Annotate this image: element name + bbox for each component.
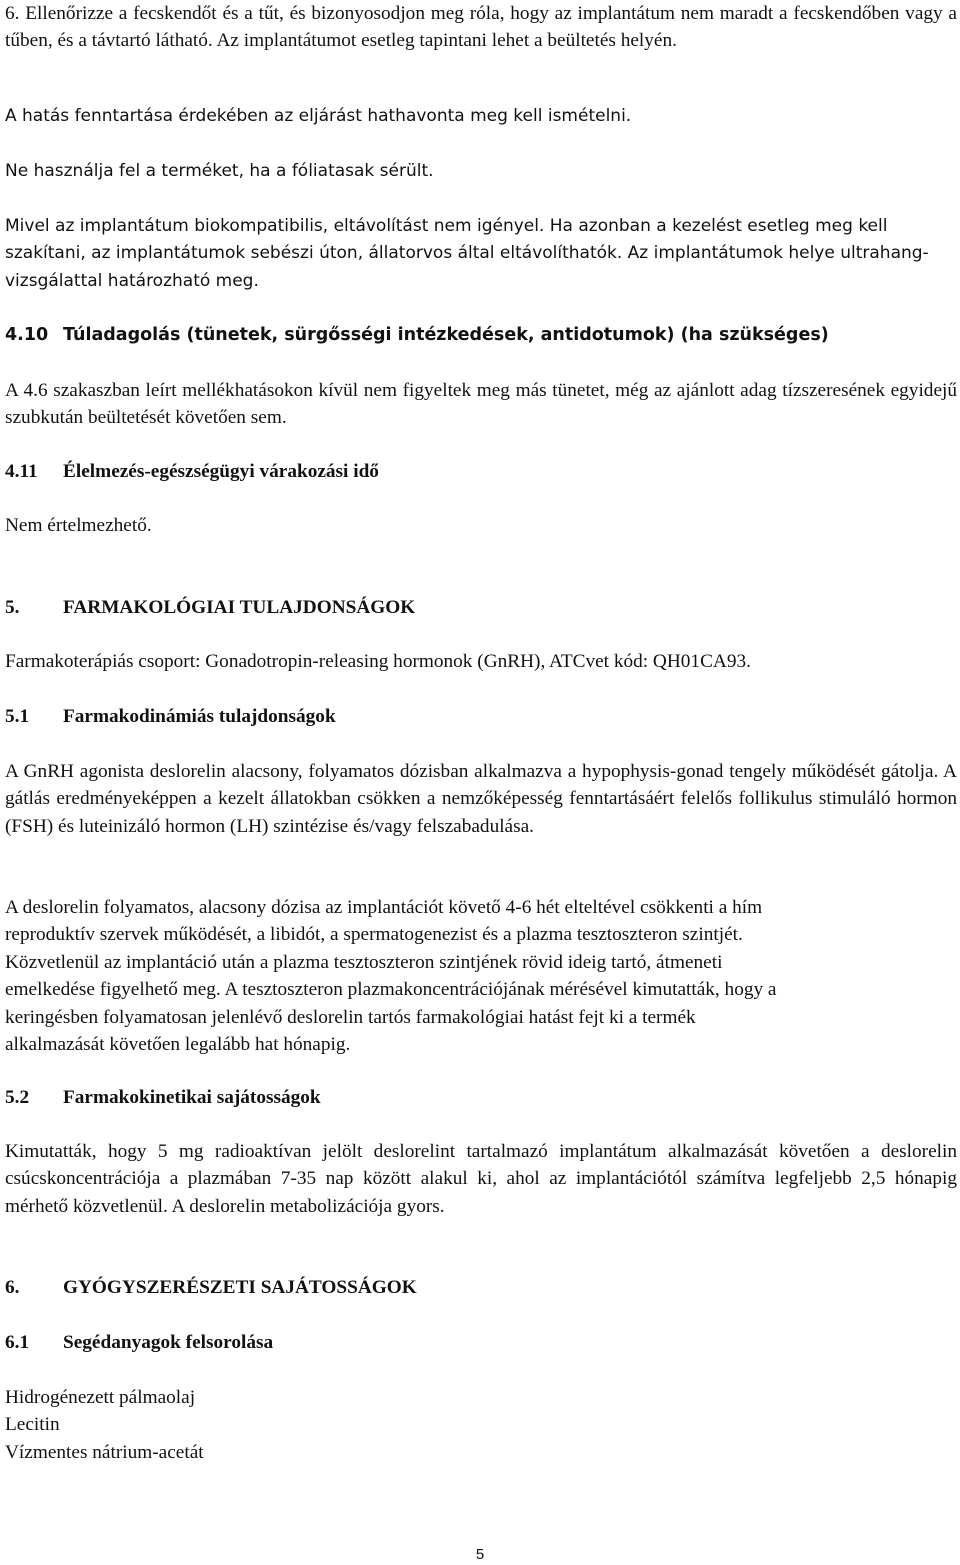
- paragraph-foil: Ne használja fel a terméket, ha a fóliatasak sérült.: [5, 161, 434, 181]
- list-item: Lecitin: [5, 1414, 60, 1436]
- section-title: FARMAKOLÓGIAI TULAJDONSÁGOK: [63, 597, 416, 618]
- section-title: Élelmezés-egészségügyi várakozási idő: [63, 461, 379, 482]
- text-line: reproduktív szervek működését, a libidót, a spermatogenezist és a plazma tesztoszteron szintjét.: [5, 924, 743, 946]
- text-line: keringésben folyamatosan jelenlévő deslorelin tartós farmakológiai hatást fejt ki a termék: [5, 1006, 696, 1028]
- text-line: alkalmazását követően legalább hat hónapig.: [5, 1034, 351, 1056]
- section-number: 6.1: [5, 1332, 30, 1353]
- section-title: Segédanyagok felsorolása: [63, 1332, 274, 1353]
- section-title: Farmakodinámiás tulajdonságok: [63, 706, 336, 727]
- heading-6: [5, 1274, 957, 1301]
- section-number: 5.1: [5, 706, 30, 727]
- text-line: Közvetlenül az implantáció után a plazma tesztoszteron szintjének rövid ideig tartó, átmeneti: [5, 951, 723, 973]
- section-title: Túladagolás (tünetek, sürgősségi intézkedések, antidotumok) (ha szükséges): [63, 325, 829, 345]
- section-number: 5.: [5, 597, 20, 618]
- section-number: 4.10: [5, 325, 49, 345]
- section-number: 5.2: [5, 1087, 30, 1108]
- heading-5-1: [5, 703, 957, 730]
- paragraph-pharmacodynamics-2: [5, 894, 957, 1058]
- text-line: emelkedése figyelhető meg. A tesztoszteron plazmakoncentrációjának mérésével kimutatták, hogy a: [5, 979, 777, 1001]
- paragraph-step-6: 6. Ellenőrizze a fecskendőt és a tűt, és bizonyosodjon meg róla, hogy az implantátum nem maradt a fecskendőben vagy a tűben, és a távtartó látható. Az implantátumot esetleg tapintani lehet a beültetés helyén.: [5, 3, 957, 52]
- section-number: 4.11: [5, 461, 38, 482]
- heading-5-2: [5, 1084, 957, 1111]
- paragraph-biocompatible: Mivel az implantátum biokompatibilis, eltávolítást nem igényel. Ha azonban a kezelést esetleg meg kell szakítani, az implantátumok sebészi úton, állatorvos által eltávolíthatók. Az implantátumok helye ultrahang-vizsgálattal határozható meg.: [5, 216, 929, 291]
- paragraph-repeat: A hatás fenntartása érdekében az eljárást hathavonta meg kell ismételni.: [5, 106, 632, 126]
- heading-5: [5, 594, 957, 621]
- page-number: 5: [475, 1546, 485, 1563]
- heading-6-1: [5, 1329, 957, 1356]
- list-item: Vízmentes nátrium-acetát: [5, 1441, 204, 1463]
- heading-4-11: [5, 458, 957, 485]
- excipient-list: [5, 1384, 957, 1466]
- paragraph-pharmacodynamics-1: A GnRH agonista deslorelin alacsony, folyamatos dózisban alkalmazva a hypophysis-gonad tengely működését gátolja. A gátlás eredményeképpen a kezelt állatokban csökken a nemzőképesség fenntartásáért felelős follikulus stimuláló hormon (FSH) és luteinizáló hormon (LH) szintézise és/vagy felszabadulása.: [5, 761, 957, 837]
- section-number: 6.: [5, 1277, 20, 1298]
- paragraph-withdrawal: Nem értelmezhető.: [5, 515, 152, 536]
- list-item: Hidrogénezett pálmaolaj: [5, 1387, 196, 1408]
- paragraph-atc: Farmakoterápiás csoport: Gonadotropin-releasing hormonok (GnRH), ATCvet kód: QH01CA93.: [5, 651, 751, 672]
- paragraph-pharmacokinetics: Kimutatták, hogy 5 mg radioaktívan jelölt deslorelint tartalmazó implantátum alkalmazását követően a deslorelin csúcskoncentrációja a plazmában 7-35 nap között alakul ki, ahol az implantációtól számítva legfeljebb 2,5 hónapig mérhető közvetlenül. A deslorelin metabolizációja gyors.: [5, 1141, 957, 1217]
- section-title: GYÓGYSZERÉSZETI SAJÁTOSSÁGOK: [63, 1277, 417, 1298]
- paragraph-overdose: A 4.6 szakaszban leírt mellékhatásokon kívül nem figyeltek meg más tünetet, még az ajánlott adag tízszeresének egyidejű szubkután beültetését követően sem.: [5, 380, 957, 429]
- text-line: A deslorelin folyamatos, alacsony dózisa az implantációt követő 4-6 hét elteltével csökkenti a hím: [5, 897, 763, 918]
- heading-4-10: [5, 322, 957, 349]
- section-title: Farmakokinetikai sajátosságok: [63, 1087, 321, 1108]
